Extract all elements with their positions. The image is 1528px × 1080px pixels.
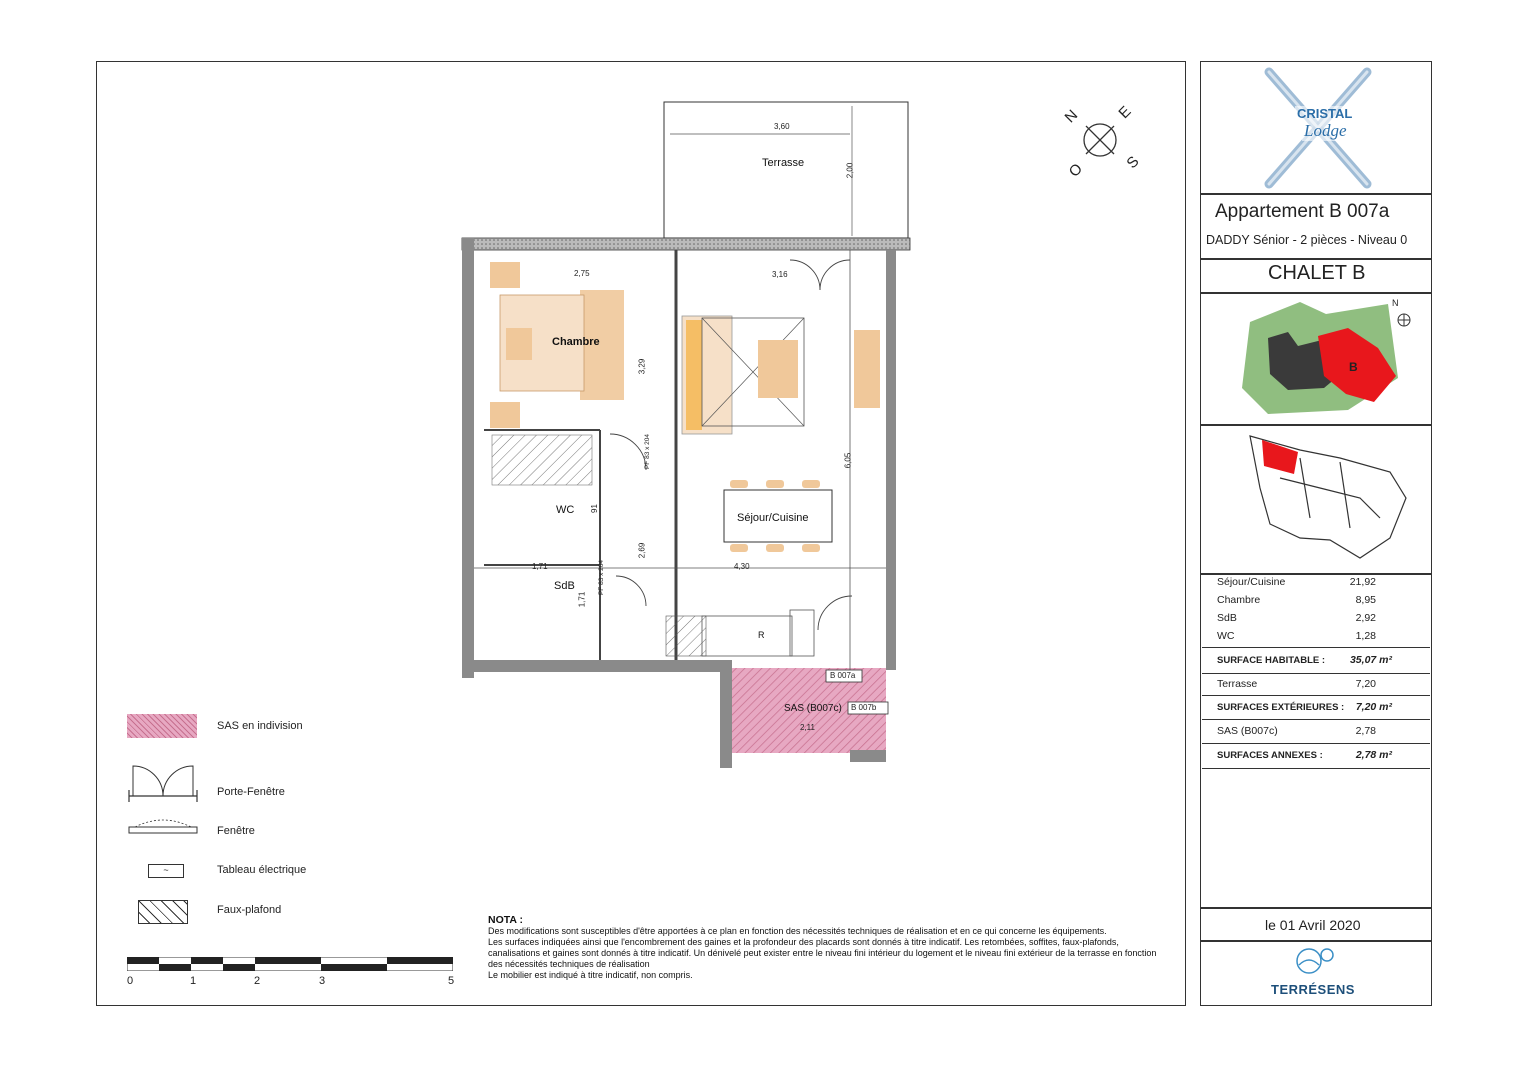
dim-terrasse-width: 3,60: [774, 122, 790, 131]
tag-b007a: B 007a: [830, 671, 856, 680]
divider: [1202, 743, 1430, 744]
surface-annexe-label: SURFACES ANNEXES :: [1217, 750, 1323, 761]
nota-paragraph-1: Des modifications sont susceptibles d'être apportées à ce plan en fonction des nécessités techniques de réalisation et en ce qui concerne les équipements.: [488, 926, 1107, 936]
false-ceiling-icon: [138, 900, 188, 924]
surface-annexe-value: 2,78 m²: [1355, 749, 1392, 761]
surface-value-sejour: 21,92: [1349, 576, 1376, 588]
floor-plan: [440, 90, 940, 780]
scale-tick-3: 3: [319, 975, 326, 987]
surface-ext-value: 7,20 m²: [1355, 701, 1392, 713]
surface-sas-value: 2,78: [1355, 725, 1376, 737]
apartment-subtitle: DADDY Sénior - 2 pièces - Niveau 0: [1206, 233, 1408, 247]
surface-value-wc: 1,28: [1355, 630, 1376, 642]
cristal-lodge-logo: [1255, 64, 1381, 190]
room-sejour: Séjour/Cuisine: [737, 512, 809, 524]
compass-o: O: [1065, 160, 1086, 181]
surface-habitable-label: SURFACE HABITABLE :: [1217, 655, 1326, 666]
room-wc: WC: [556, 504, 575, 516]
dim-chambre-width: 2,75: [574, 269, 590, 278]
nota-paragraph-2: Les surfaces indiquées ainsi que l'encombrement des gaines et la profondeur des placards sont donnés à titre indicatif. Les retombées, soffites, faux-plafonds, canalisations et gaines sont donnés à titre indicatif. Un dénivelé peut exister entre le niveau fini intérieur du logement et le niveau fini extérieur de la terrasse en fonction des nécessités techniques de réalisation: [488, 937, 1157, 969]
dim-sdb-depth: 1,71: [577, 591, 587, 608]
scale-tick-1: 1: [190, 975, 197, 987]
divider: [1200, 424, 1432, 426]
divider: [1202, 768, 1430, 769]
surface-value-sdb: 2,92: [1355, 612, 1376, 624]
divider: [1200, 907, 1432, 909]
site-building-letter: B: [1349, 360, 1358, 374]
legend-label-fenetre: Fenêtre: [217, 825, 255, 837]
surface-terrasse-value: 7,20: [1355, 678, 1376, 690]
nota-title: NOTA :: [488, 914, 523, 926]
room-terrasse: Terrasse: [762, 157, 805, 169]
surface-ext-label: SURFACES EXTÉRIEURES :: [1217, 702, 1345, 713]
logo-cristal: CRISTAL: [1297, 106, 1353, 121]
room-r: R: [758, 630, 765, 640]
scale-tick-0: 0: [127, 975, 134, 987]
legend-label-porte-fenetre: Porte-Fenêtre: [217, 786, 285, 798]
site-north-label: N: [1392, 298, 1399, 308]
legend-label-tableau: Tableau électrique: [217, 864, 307, 876]
surface-value-chambre: 8,95: [1355, 594, 1376, 606]
room-chambre: Chambre: [552, 336, 600, 348]
dim-sejour-depth: 6,05: [843, 452, 853, 469]
scale-bar: [127, 957, 453, 971]
dim-kitchen-depth: 2,69: [637, 542, 647, 559]
surface-terrasse-label: Terrasse: [1217, 678, 1258, 690]
scale-tick-2: 2: [254, 975, 261, 987]
compass-rose: [1060, 100, 1150, 190]
logo-lodge: Lodge: [1304, 121, 1347, 140]
apartment-title: Appartement B 007a: [1215, 201, 1390, 222]
surface-label-chambre: Chambre: [1217, 594, 1261, 606]
terresens-brand: TERRÉSENS: [1271, 982, 1355, 997]
electrical-panel-icon: ~: [148, 864, 184, 878]
nota-paragraph-3: Le mobilier est indiqué à titre indicatif, non compris.: [488, 970, 693, 980]
surface-habitable-value: 35,07 m²: [1349, 654, 1392, 666]
door-spec-1: PF 83 x 204: [644, 433, 652, 470]
divider: [1200, 258, 1432, 260]
french-door-icon: [127, 760, 199, 806]
divider: [1200, 292, 1432, 294]
plan-date: le 01 Avril 2020: [1265, 917, 1361, 933]
compass-s: S: [1123, 152, 1143, 173]
divider: [1200, 193, 1432, 195]
dim-sdb-width: 1,71: [532, 562, 548, 571]
site-map: [1228, 298, 1428, 422]
floor-key-map: [1240, 428, 1420, 570]
divider: [1202, 673, 1430, 674]
dim-chambre-depth: 3,29: [637, 358, 647, 375]
dim-kitchen-width: 4,30: [734, 562, 750, 571]
nota-block: [488, 915, 1168, 981]
compass-e: E: [1115, 102, 1135, 123]
surface-sas-label: SAS (B007c): [1217, 725, 1278, 737]
scale-tick-5: 5: [448, 975, 455, 987]
divider: [1202, 695, 1430, 696]
door-spec-3: PF 83 x 204: [598, 559, 606, 596]
divider: [1202, 647, 1430, 648]
window-icon: [127, 815, 199, 839]
legend-label-sas: SAS en indivision: [217, 720, 303, 732]
surface-label-wc: WC: [1217, 630, 1235, 642]
compass-n: N: [1061, 106, 1082, 127]
building-name: CHALET B: [1268, 262, 1366, 284]
room-sdb: SdB: [554, 580, 575, 592]
room-sas: SAS (B007c): [784, 703, 842, 714]
dim-wc: 91: [589, 504, 599, 513]
dim-sejour-width: 3,16: [772, 270, 788, 279]
terresens-logo-icon: [1293, 945, 1339, 977]
hatched-pink-area-icon: [127, 714, 197, 738]
divider: [1200, 573, 1432, 575]
surface-label-sdb: SdB: [1217, 612, 1237, 624]
divider: [1202, 719, 1430, 720]
dim-sas: 2,11: [800, 723, 815, 732]
surface-label-sejour: Séjour/Cuisine: [1217, 576, 1286, 588]
divider: [1200, 940, 1432, 942]
legend-label-faux-plafond: Faux-plafond: [217, 904, 282, 916]
dim-terrasse-depth: 2,00: [845, 162, 855, 179]
tag-b007b: B 007b: [851, 703, 877, 712]
